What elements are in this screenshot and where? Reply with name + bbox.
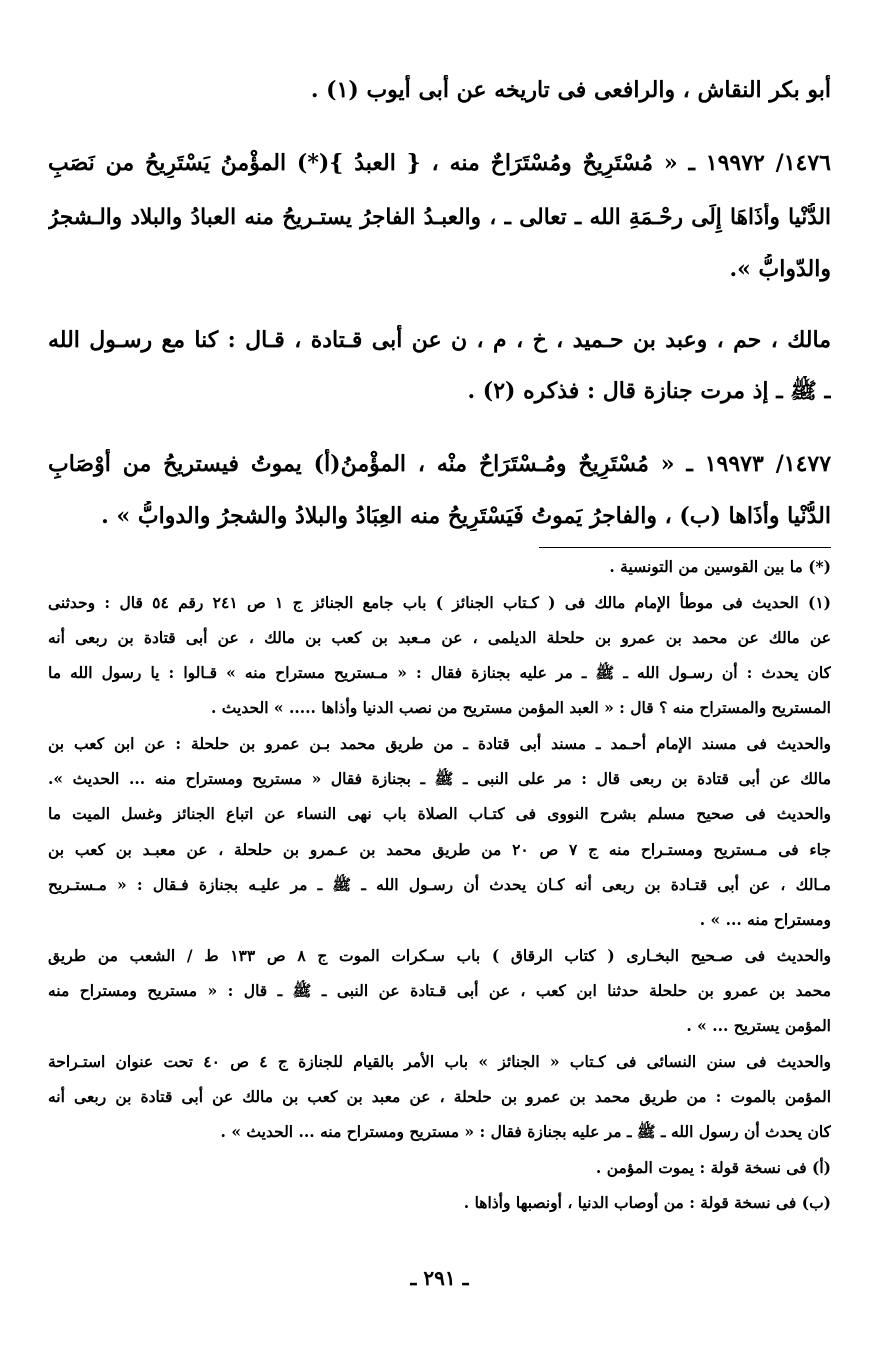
book-page bbox=[48, 0, 831, 1357]
hadith-1476-line: الدُّنْيا وأَذَاهَا إِلَى رحْـمَةِ الله ـ تعالى ـ ، والعبـدُ الفاجرُ يستـريحُ منه العبادُ والبلاد والـشجرُ bbox=[48, 205, 831, 230]
page-number: ـ ٢٩١ ـ bbox=[410, 1266, 469, 1290]
hadith-1477-line: ١٤٧٧/ ١٩٩٧٣ ـ « مُسْتَرِيحٌ ومُـسْتَرَاحٌ منْه ، المؤْمنُ(أ) يموتُ فيستريحُ من أَوْصَابِ bbox=[48, 451, 831, 477]
footnote-line: كان يحدث أن رسول الله ـ ﷺ ـ مر عليه بجنازة فقال : « مستريح ومستراح منه ... الحديث » . bbox=[220, 1122, 831, 1141]
footnote-line: (١) الحديث فى موطأ الإمام مالك فى ( كـتاب الجنائز ) باب جامع الجنائز ج ١ ص ٢٤١ رقم ٥٤ قال : وحدثنى bbox=[48, 593, 831, 612]
main-text-line: أبو بكر النقاش ، والرافعى فى تاريخه عن أبى أيوب (١) . bbox=[310, 77, 831, 103]
footnote-line: والحديث فى صـحيح البخـارى ( كتاب الرقاق ) باب سـكرات الموت ج ٨ ص ١٣٣ ط / الشعب من طريق bbox=[48, 946, 831, 965]
footnote-line: جاء فى مـستريح ومستـراح منه ج ٧ ص ٢٠ من طريق محمد بن عـمرو بن حلحلة ، عن معبـد بن كعب بن bbox=[48, 840, 831, 859]
footnote-line: مالك عن أبى قتادة بن ربعى قال : مر على النبى ـ ﷺ ـ بجنازة فقال « مستريح ومستراح منه ... الحديث ». bbox=[48, 769, 831, 788]
footnote-line: عن مالك عن محمد بن عمرو بن حلحلة الديلمى ، عن مـعبد بن كعب بن مالك ، عن أبى قتادة بن ربعى أنه bbox=[48, 628, 831, 647]
hadith-1476-line: والدّوابُّ ». bbox=[729, 256, 831, 282]
footnote-line: (ب) فى نسخة قولة : من أوصاب الدنيا ، أونصبها وأذاها . bbox=[463, 1193, 831, 1212]
hadith-1476-line: ١٤٧٦/ ١٩٩٧٢ ـ « مُسْتَرِيحٌ ومُسْتَرَاحٌ منه ، { العبدُ }(*) المؤْمنُ يَسْتَرِيحُ من نَصَبِ bbox=[48, 150, 831, 176]
footnote-line: المؤمن بالموت : من طريق محمد بن عمرو بن حلحلة ، عن معبد بن كعب بن مالك عن أبى قتادة بن ربعى أنه bbox=[48, 1087, 831, 1106]
footnote-line: (*) ما بين القوسين من التونسية . bbox=[609, 557, 831, 576]
hadith-1477-line: الدُّنْيا وأَذَاها (ب) ، والفاجرُ يَموتُ فَيَسْتَرِيحُ منه العِبَادُ والبلادُ والشجرُ والدوابُّ » . bbox=[101, 503, 831, 529]
footnote-line: محمد بن عمرو بن حلحلة حدثنا ابن كعب ، عن أبى قـتادة عن النبى ـ ﷺ ـ قال : « مستريح ومستراح منه bbox=[48, 981, 831, 1000]
source-citation-line: مالك ، حم ، وعبد بن حـميد ، خ ، م ، ن عن أبى قـتادة ، قـال : كنا مع رسـول الله bbox=[48, 327, 831, 353]
source-citation-line: ـ ﷺ ـ إذ مرت جنازة قال : فذكره (٢) . bbox=[467, 378, 831, 404]
footnote-line: والحديث فى سنن النسائى فى كـتاب « الجنائز » باب الأمر بالقيام للجنازة ج ٤ ص ٤٠ تحت عنوان استـراحة bbox=[48, 1052, 831, 1071]
footnote-line: مـالك ، عن أبى قتـادة بن ربعى أنه كـان يحدث أن رسـول الله ـ ﷺ ـ مر عليـه بجنازة فـقال : « مـستـريح bbox=[48, 875, 831, 894]
footnote-line: ومستراح منه ... » . bbox=[699, 910, 831, 929]
footnote-line: (أ) فى نسخة قولة : يموت المؤمن . bbox=[595, 1158, 831, 1177]
footnote-separator bbox=[539, 547, 831, 548]
footnote-line: المستريح والمستراح منه ؟ قال : « العبد المؤمن مستريح من نصب الدنيا وأذاها ..... » الحديث . bbox=[211, 698, 831, 717]
footnote-line: والحديث فى مسند الإمام أحـمد ـ مسند أبى قتادة ـ من طريق محمد بـن عمرو بن حلحلة : عن ابن كعب بن bbox=[48, 734, 831, 753]
footnote-line: كان يحدث : أن رسـول الله ـ ﷺ ـ مر عليه بجنازة فقال : « مـستريح مستراح منه » قـالوا : يا رسول الله ما bbox=[48, 663, 831, 682]
footnote-line: المؤمن يستريح ... » . bbox=[686, 1016, 831, 1035]
footnote-line: والحديث فى صحيح مسلم بشرح النووى فى كتـاب الصلاة باب نهى النساء عن اتباع الجنائز وغسل الميت ما bbox=[48, 804, 831, 823]
